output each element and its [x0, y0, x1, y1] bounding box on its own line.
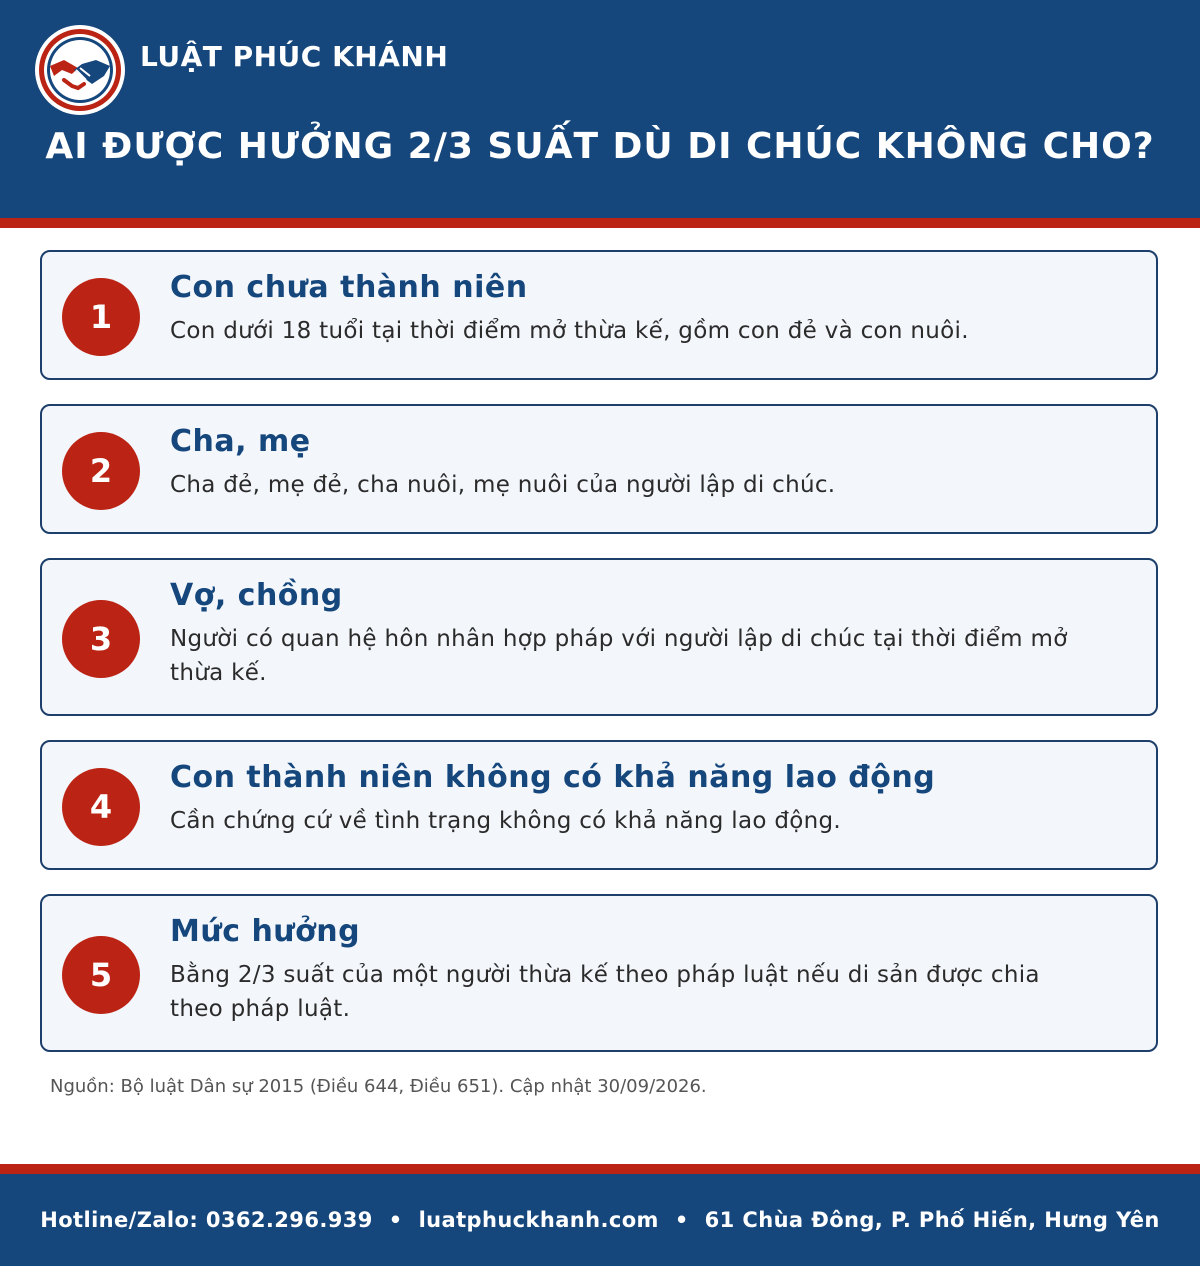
item-title: Vợ, chồng	[170, 578, 343, 613]
item-number-badge: 4	[62, 768, 140, 846]
list-item	[40, 404, 1158, 534]
item-title: Cha, mẹ	[170, 424, 311, 459]
item-number-badge: 1	[62, 278, 140, 356]
item-description: Cần chứng cứ về tình trạng không có khả năng lao động.	[170, 808, 842, 834]
brand-name: LUẬT PHÚC KHÁNH	[140, 40, 449, 73]
list-item	[40, 894, 1158, 1052]
item-description: Cha đẻ, mẹ đẻ, cha nuôi, mẹ nuôi của người lập di chúc.	[170, 472, 836, 498]
footer	[0, 1174, 1200, 1266]
footer-website-link[interactable]: luatphuckhanh.com	[418, 1208, 659, 1232]
footer-hotline[interactable]: Hotline/Zalo: 0362.296.939	[40, 1208, 373, 1232]
logo-handshake-icon	[34, 24, 126, 116]
item-description: Con dưới 18 tuổi tại thời điểm mở thừa kế, gồm con đẻ và con nuôi.	[170, 318, 969, 344]
list-item	[40, 250, 1158, 380]
header-divider	[0, 218, 1200, 228]
item-number-badge: 2	[62, 432, 140, 510]
page-title: AI ĐƯỢC HƯỞNG 2/3 SUẤT DÙ DI CHÚC KHÔNG CHO?	[45, 126, 1155, 167]
item-number-badge: 5	[62, 936, 140, 1014]
item-title: Mức hưởng	[170, 914, 361, 949]
footer-address: 61 Chùa Đông, P. Phố Hiến, Hưng Yên	[704, 1208, 1160, 1232]
item-title: Con chưa thành niên	[170, 270, 528, 305]
item-title: Con thành niên không có khả năng lao động	[170, 760, 936, 795]
item-description: Bằng 2/3 suất của một người thừa kế theo pháp luật nếu di sản được chia theo pháp luật.	[170, 962, 1040, 1022]
item-description: Người có quan hệ hôn nhân hợp pháp với người lập di chúc tại thời điểm mở thừa kế.	[170, 626, 1068, 686]
list-item	[40, 558, 1158, 716]
item-number-badge: 3	[62, 600, 140, 678]
footer-separator: •	[388, 1208, 403, 1232]
footer-separator: •	[674, 1208, 689, 1232]
footer-divider	[0, 1164, 1200, 1174]
source-note: Nguồn: Bộ luật Dân sự 2015 (Điều 644, Điều 651). Cập nhật 30/09/2026.	[50, 1076, 707, 1097]
header	[0, 0, 1200, 218]
list-item	[40, 740, 1158, 870]
